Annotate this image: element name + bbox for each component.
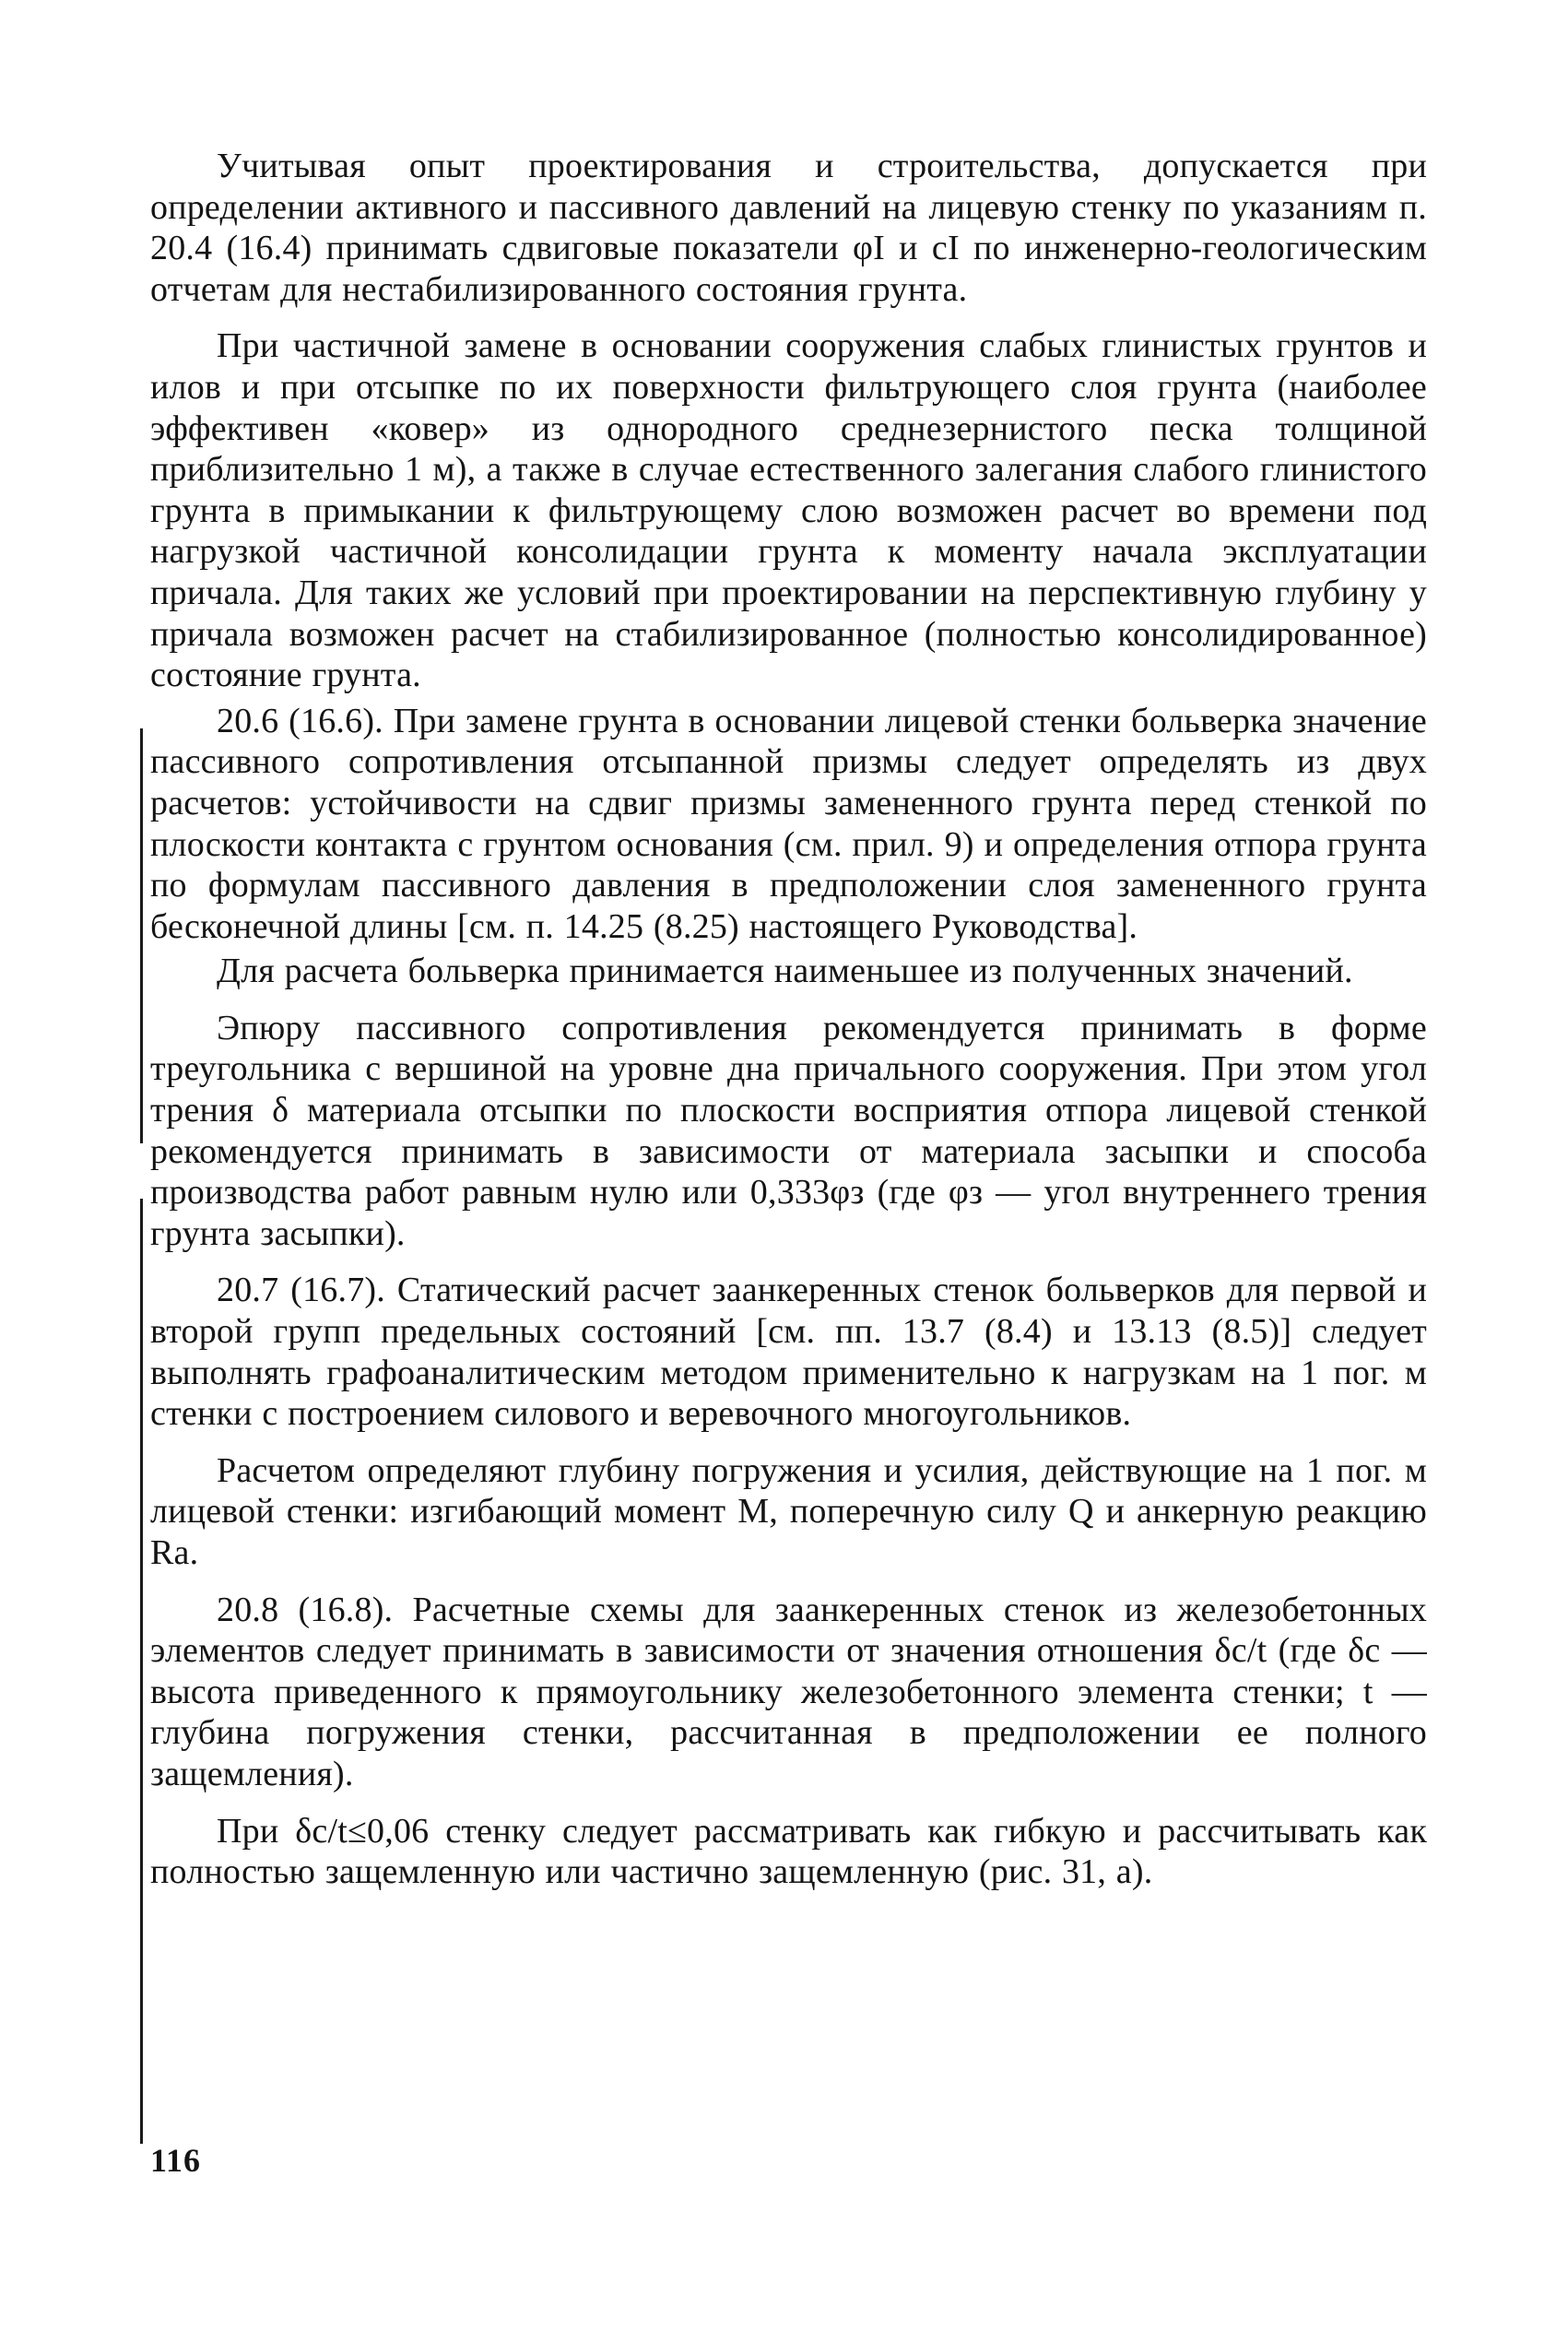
paragraph: Для расчета больверка принимается наименьшее из полученных значений. [217,952,1353,991]
margin-revision-bar [140,728,143,1143]
margin-revision-bar [140,1199,143,2144]
text-column [150,146,1427,1909]
page-number: 116 [150,2142,202,2179]
paragraph: При δc/t≤0,06 стенку следует рассматривать как гибкую и рассчитывать как полностью защемленную или частично защемленную (рис. 31, a). [150,1811,1427,1892]
paragraph: При частичной замене в основании сооружения слабых глинистых грунтов и илов и при отсыпке по их поверхности фильтрующего слоя грунта (наиболее эффективен «ковер» из однородного среднезернистого песка толщиной приблизительно 1 м), а также в случае естественного залегания слабого глинистого грунта в примыкании к фильтрующему слою возможен расчет во времени под нагрузкой частичной консолидации грунта к моменту начала эксплуатации причала. Для таких же условий при проектировании на перспективную глубину у причала возможен расчет на стабилизированное (полностью консолидированное) состояние грунта. [150,326,1427,695]
paragraph: 20.7 (16.7). Статический расчет заанкеренных стенок больверков для первой и второй групп предельных состояний [см. пп. 13.7 (8.4) и 13.13 (8.5)] следует выполнять графоаналитическим методом применительно к нагрузкам на 1 пог. м стенки с построением силового и веревочного многоугольников. [150,1271,1427,1434]
paragraph: Эпюру пассивного сопротивления рекомендуется принимать в форме треугольника с вершиной на уровне дна причального сооружения. При этом угол трения δ материала отсыпки по плоскости восприятия отпора лицевой стенкой рекомендуется принимать в зависимости от материала засыпки и способа производства работ равным нулю или 0,333φз (где φз — угол внутреннего трения грунта засыпки). [150,1008,1427,1253]
paragraph: Учитывая опыт проектирования и строительства, допускается при определении активного и пассивного давлений на лицевую стенку по указаниям п. 20.4 (16.4) принимать сдвиговые показатели φI и cI по инженерно-геологическим отчетам для нестабилизированного состояния грунта. [150,147,1427,309]
paragraph: Расчетом определяют глубину погружения и усилия, действующие на 1 пог. м лицевой стенки: изгибающий момент M, поперечную силу Q и анкерную реакцию Ra. [150,1450,1427,1572]
paragraph: 20.8 (16.8). Расчетные схемы для заанкеренных стенок из железобетонных элементов следует принимать в зависимости от значения отношения δc/t (где δc — высота приведенного к прямоугольнику железобетонного элемента стенки; t — глубина погружения стенки, рассчитанная в предположении ее полного защемления). [150,1590,1427,1793]
paragraph: 20.6 (16.6). При замене грунта в основании лицевой стенки больверка значение пассивного сопротивления отсыпанной призмы следует определять из двух расчетов: устойчивости на сдвиг призмы замененного грунта перед стенкой по плоскости контакта с грунтом основания (см. прил. 9) и определения отпора грунта по формулам пассивного давления в предположении слоя замененного грунта бесконечной длины [см. п. 14.25 (8.25) настоящего Руководства]. [150,701,1427,946]
